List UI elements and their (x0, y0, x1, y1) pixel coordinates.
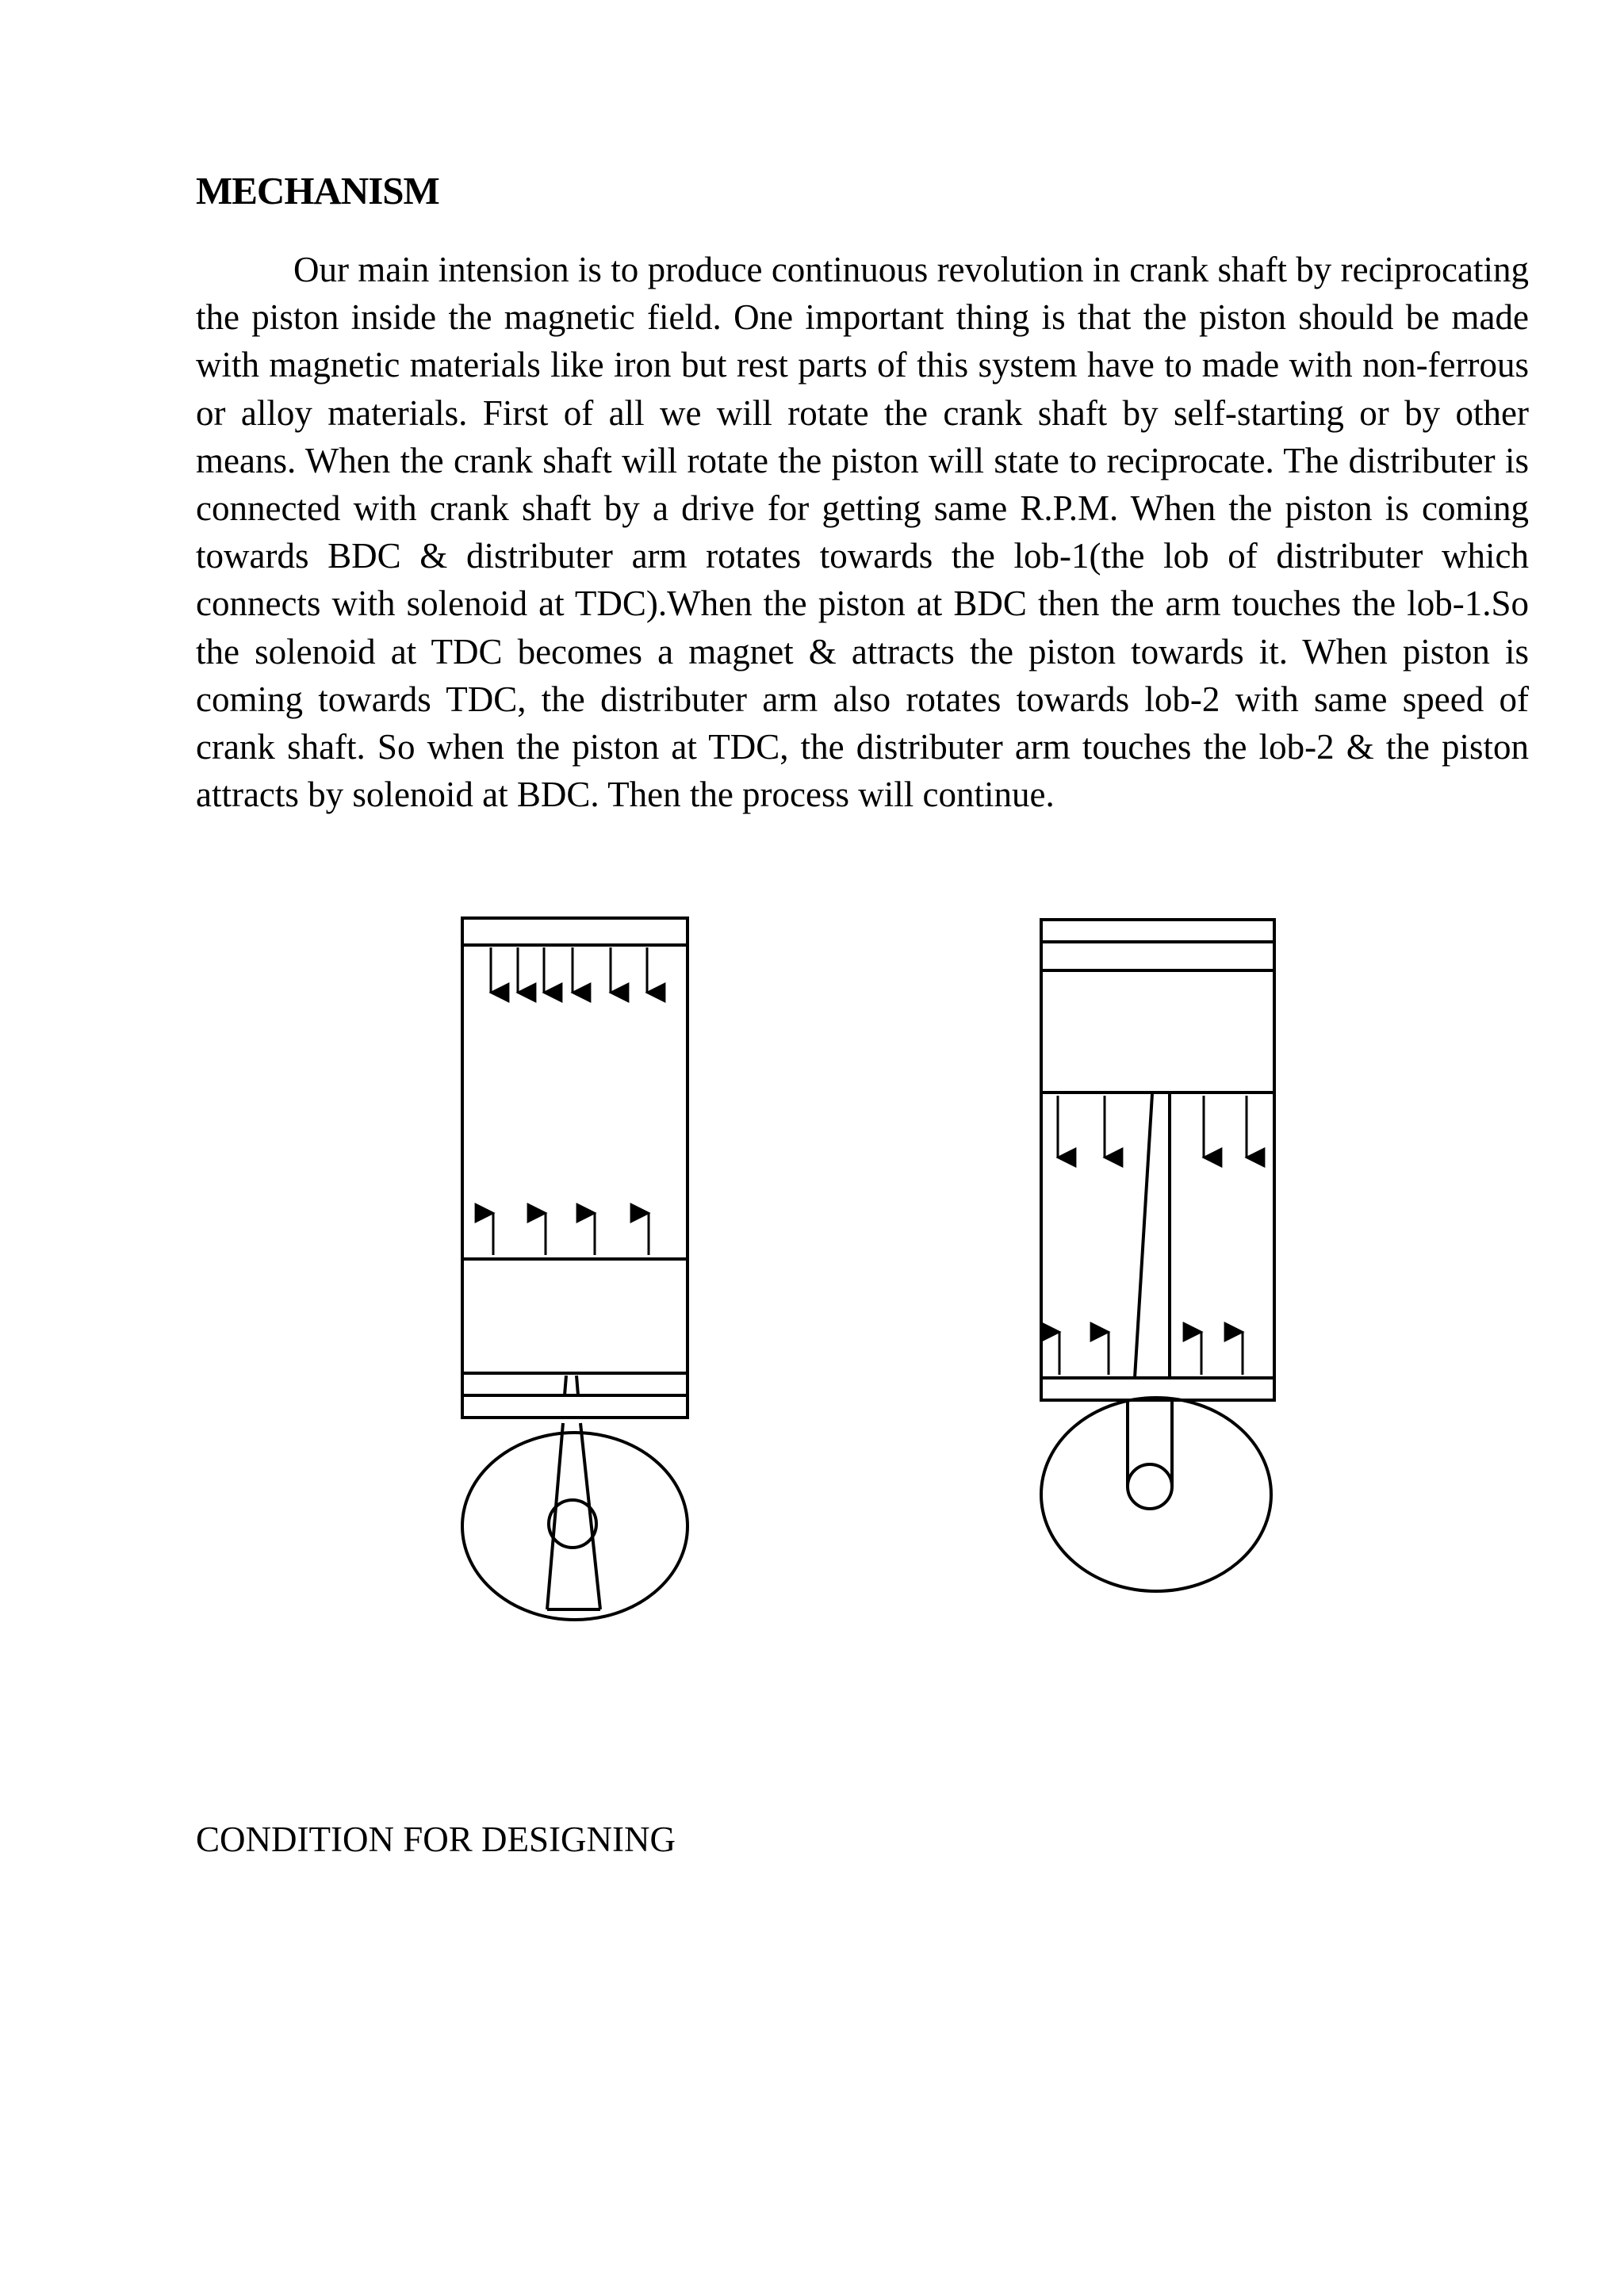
left-cylinder (462, 918, 688, 1418)
sub-heading: CONDITION FOR DESIGNING (196, 1820, 676, 1859)
upper-plate (1041, 942, 1274, 970)
bottom-solenoid-plate (462, 1373, 688, 1395)
cylinder-wall (462, 945, 688, 1373)
right-cylinder (1041, 920, 1274, 1400)
section-heading: MECHANISM (196, 169, 439, 212)
piston-solenoid-diagram (428, 904, 1316, 1633)
mechanism-paragraph: Our main intension is to produce continuous revolution in crank shaft by reciprocating the piston inside the magnetic field. One important thing is that the piston should be made with magnetic materials like iron but rest parts of this system have to made with non-ferrous or alloy materials. First of all we will rotate the crank shaft by self-starting or by other means. When the crank shaft will rotate the piston will state to reciprocate. The distributer is connected with crank shaft by a drive for getting same R.P.M. When the piston is coming towards BDC & distributer arm rotates towards the lob-1(the lob of distributer which connects with solenoid at TDC).When the piston at BDC then the arm touches the lob-1.So the solenoid at TDC becomes a magnet & attracts the piston towards it. When piston is coming towards TDC, the distributer arm also rotates towards lob-2 with same speed of crank shaft. So when the piston at TDC, the distributer arm touches the lob-2 & the piston attracts by solenoid at BDC. Then the process will continue. (196, 250, 1529, 815)
field-arrows-up (493, 1213, 649, 1255)
crank-wheel (462, 1433, 688, 1620)
top-solenoid-plate (462, 918, 688, 945)
top-solenoid-plate (1041, 920, 1274, 942)
connecting-rod (547, 1376, 600, 1609)
cylinder-wall (1041, 970, 1274, 1378)
connecting-rod (1135, 1094, 1170, 1378)
field-arrows-up (1059, 1332, 1243, 1375)
crank-pin (1128, 1402, 1172, 1509)
field-arrows-down (491, 947, 647, 993)
base-plate (462, 1395, 688, 1418)
